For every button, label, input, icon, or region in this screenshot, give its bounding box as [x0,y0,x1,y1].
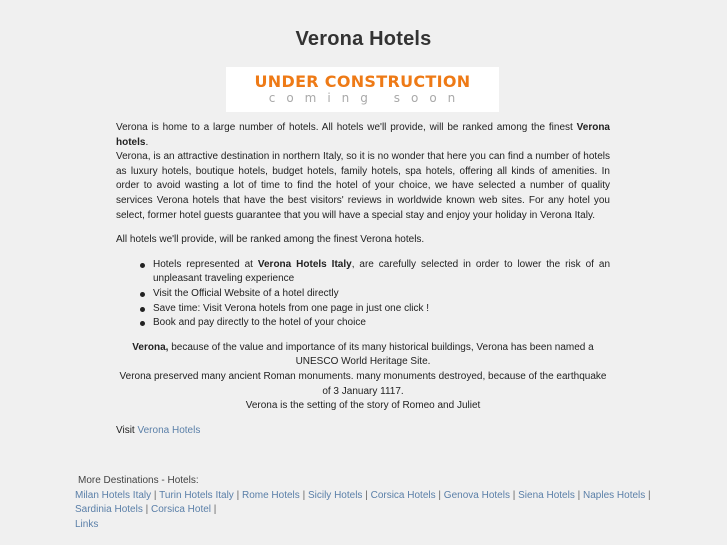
visit-verona-hotels-link[interactable]: Verona Hotels [137,424,201,436]
separator: | [302,489,306,501]
separator: | [512,489,516,501]
main-content [116,121,610,438]
intro-bold: Verona hotels [116,122,610,148]
intro-text: Verona is home to a large number of hotels. All hotels we'll provide, will be ranked among the finest [116,122,577,133]
link-turin-hotels[interactable]: Turin Hotels Italy [159,489,234,501]
link-naples-hotels[interactable]: Naples Hotels [583,489,646,501]
link-milan-hotels[interactable]: Milan Hotels Italy [75,489,152,501]
destination-links [75,489,665,518]
separator: | [236,489,240,501]
link-genova-hotels[interactable]: Genova Hotels [443,489,510,501]
ranking-paragraph: All hotels we'll provide, will be ranked among the finest Verona hotels. [116,234,425,246]
about-line-3: Verona is the setting of the story of Romeo and Juliet [245,400,481,412]
separator: | [577,489,581,501]
link-corsica-hotels[interactable]: Corsica Hotels [370,489,436,501]
about-line-1-rest: because of the value and importance of its many historical buildings, Verona has been named a UNESCO World Heritage Site. [168,341,594,368]
intro-paragraph [116,121,610,150]
separator: | [438,489,442,501]
feature-1-pre: Hotels represented at [153,258,258,270]
separator: | [153,489,157,501]
link-siena-hotels[interactable]: Siena Hotels [518,489,575,501]
link-rome-hotels[interactable]: Rome Hotels [241,489,300,501]
about-line-1 [116,341,610,370]
visit-line [116,424,610,439]
list-item: Book and pay directly to the hotel of your choice [138,316,610,331]
link-corsica-hotel[interactable]: Corsica Hotel [150,504,212,516]
link-sicily-hotels[interactable]: Sicily Hotels [307,489,363,501]
visit-prefix: Visit [116,424,138,436]
separator: | [213,504,217,516]
link-sardinia-hotels[interactable]: Sardinia Hotels [75,504,143,516]
features-list [116,258,610,331]
feature-1-bold: Verona Hotels Italy [257,258,352,270]
under-construction-banner [226,67,499,112]
separator: | [145,504,149,516]
banner-subheading: coming soon [268,91,467,105]
about-bold: Verona, [132,341,169,353]
feature-1-post: , are carefully selected in order to lower the risk of an unpleasant traveling experience [153,258,611,285]
about-line-2: Verona preserved many ancient Roman monuments. many monuments destroyed, because of the earthquake of 3 January 1117. [119,370,607,397]
footer-destinations [75,474,665,532]
about-verona [116,341,610,414]
list-item: Visit the Official Website of a hotel directly [138,287,610,302]
links-page-link[interactable]: Links [75,518,99,530]
page-title: Verona Hotels [295,28,432,50]
separator: | [365,489,368,501]
destinations-label: More Destinations - Hotels: [78,475,199,486]
separator: | [648,489,651,501]
list-item: Save time: Visit Verona hotels from one page in just one click ! [138,302,610,317]
banner-heading: UNDER CONSTRUCTION [254,72,471,91]
intro-end: . [145,136,149,148]
list-item [138,258,610,287]
description-paragraph: Verona, is an attractive destination in northern Italy, so it is no wonder that here you can find a number of hotels as luxury hotels, boutique hotels, budget hotels, family hotels, spa hotels, offering all kinds of amenities. In order to avoid wasting a lot of time to find the hotel of your choice, we have selected a number of quality services Verona hotels that have the best visitors' reviews in worldwide known web sites. For any hotel you select, former hotel guests guarantee that you will have a special stay and enjoy your holiday in Verona Italy. [116,151,610,221]
